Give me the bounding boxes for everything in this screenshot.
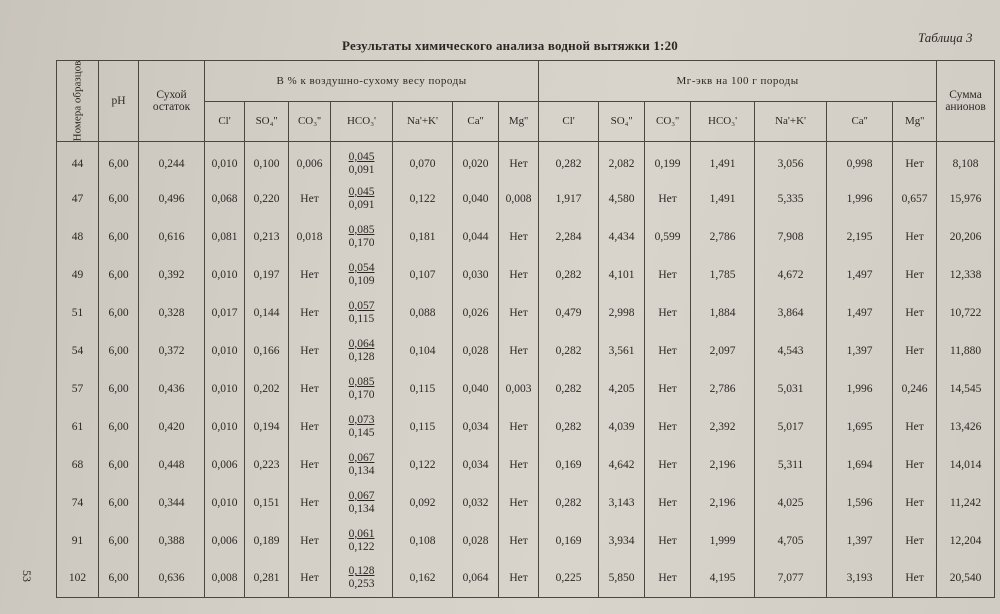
cell-m-hco3: 1,491 [691,142,755,180]
cell-ca: 0,026 [453,294,499,332]
cell-ca: 0,034 [453,408,499,446]
cell-mg: Нет [499,522,539,560]
header-sample-no: Номера образцов [57,61,99,142]
cell-m-ca: 1,694 [827,446,893,484]
cell-ca: 0,028 [453,332,499,370]
cell-m-hco3: 1,884 [691,294,755,332]
cell-m-cl: 0,282 [539,484,599,522]
cell-m-ca: 1,996 [827,370,893,408]
header-pct-hco3: HCO₃' [331,101,393,142]
cell-ph: 6,00 [99,408,139,446]
cell-no: 49 [57,256,99,294]
cell-pct-hco3: $\frac{0,045}{0,091}$ [331,142,393,180]
cell-m-co3: Нет [645,522,691,560]
cell-mg: Нет [499,560,539,598]
cell-mg: 0,008 [499,180,539,218]
cell-pct-hco3: $\frac{0,085}{0,170}$ [331,218,393,256]
cell-ph: 6,00 [99,256,139,294]
cell-cl: 0,010 [205,142,245,180]
table-title: Результаты химического анализа водной вытяжки 1:20 [342,38,678,53]
cell-sum: 13,426 [937,408,995,446]
cell-ca: 0,034 [453,446,499,484]
cell-m-so4: 4,205 [599,370,645,408]
header-mg-cl: Cl' [539,101,599,142]
cell-nak: 0,122 [393,180,453,218]
cell-so4: 0,213 [245,218,289,256]
cell-m-mg: Нет [893,142,937,180]
cell-pct-hco3: $\frac{0,067}{0,134}$ [331,484,393,522]
cell-m-co3: Нет [645,370,691,408]
chemical-analysis-table [56,60,995,598]
cell-dry: 0,344 [139,484,205,522]
cell-co3: Нет [289,408,331,446]
cell-pct-hco3: $\frac{0,061}{0,122}$ [331,522,393,560]
cell-ca: 0,028 [453,522,499,560]
cell-mg: 0,003 [499,370,539,408]
cell-m-nak: 7,077 [755,560,827,598]
cell-pct-hco3: $\frac{0,128}{0,253}$ [331,560,393,598]
cell-m-hco3: 1,999 [691,522,755,560]
cell-ph: 6,00 [99,142,139,180]
table-row [57,446,995,484]
cell-m-ca: 1,596 [827,484,893,522]
table-row [57,560,995,598]
cell-no: 48 [57,218,99,256]
cell-m-mg: Нет [893,294,937,332]
cell-cl: 0,006 [205,446,245,484]
cell-cl: 0,010 [205,256,245,294]
cell-m-nak: 5,017 [755,408,827,446]
cell-m-nak: 5,335 [755,180,827,218]
cell-m-mg: Нет [893,332,937,370]
cell-m-co3: 0,599 [645,218,691,256]
cell-no: 91 [57,522,99,560]
cell-m-so4: 3,561 [599,332,645,370]
cell-ca: 0,040 [453,370,499,408]
header-dry-residue: Сухой остаток [139,61,205,142]
cell-mg: Нет [499,294,539,332]
cell-nak: 0,115 [393,370,453,408]
cell-m-cl: 0,479 [539,294,599,332]
cell-ph: 6,00 [99,446,139,484]
cell-m-co3: Нет [645,294,691,332]
cell-m-so4: 2,082 [599,142,645,180]
cell-ca: 0,030 [453,256,499,294]
cell-co3: Нет [289,370,331,408]
cell-nak: 0,070 [393,142,453,180]
header-mg-so4: SO₄'' [599,101,645,142]
table-row [57,256,995,294]
cell-m-nak: 7,908 [755,218,827,256]
header-pct-so4: SO₄'' [245,101,289,142]
cell-ph: 6,00 [99,560,139,598]
table-row [57,484,995,522]
cell-m-cl: 0,282 [539,256,599,294]
cell-no: 51 [57,294,99,332]
table-row [57,294,995,332]
cell-m-cl: 1,917 [539,180,599,218]
cell-so4: 0,223 [245,446,289,484]
cell-m-nak: 5,311 [755,446,827,484]
cell-m-ca: 1,397 [827,332,893,370]
cell-m-cl: 0,169 [539,522,599,560]
cell-m-hco3: 2,786 [691,370,755,408]
cell-pct-hco3: $\frac{0,073}{0,145}$ [331,408,393,446]
cell-m-hco3: 1,491 [691,180,755,218]
cell-dry: 0,636 [139,560,205,598]
cell-ph: 6,00 [99,370,139,408]
cell-cl: 0,010 [205,484,245,522]
cell-nak: 0,104 [393,332,453,370]
header-pct-mg: Mg'' [499,101,539,142]
table-row [57,142,995,180]
cell-m-nak: 3,056 [755,142,827,180]
cell-co3: 0,018 [289,218,331,256]
cell-m-so4: 4,101 [599,256,645,294]
cell-cl: 0,068 [205,180,245,218]
cell-so4: 0,194 [245,408,289,446]
cell-mg: Нет [499,256,539,294]
cell-m-cl: 0,169 [539,446,599,484]
cell-m-cl: 0,282 [539,332,599,370]
cell-m-co3: Нет [645,560,691,598]
cell-m-co3: Нет [645,446,691,484]
cell-sum: 11,242 [937,484,995,522]
cell-m-ca: 0,998 [827,142,893,180]
cell-no: 61 [57,408,99,446]
cell-sum: 12,338 [937,256,995,294]
cell-sum: 8,108 [937,142,995,180]
cell-mg: Нет [499,142,539,180]
cell-m-cl: 0,282 [539,142,599,180]
cell-co3: Нет [289,332,331,370]
cell-so4: 0,220 [245,180,289,218]
cell-m-cl: 0,282 [539,370,599,408]
cell-sum: 15,976 [937,180,995,218]
cell-co3: Нет [289,256,331,294]
cell-nak: 0,092 [393,484,453,522]
cell-m-mg: 0,657 [893,180,937,218]
cell-pct-hco3: $\frac{0,045}{0,091}$ [331,180,393,218]
cell-m-co3: Нет [645,408,691,446]
cell-m-nak: 5,031 [755,370,827,408]
cell-m-so4: 2,998 [599,294,645,332]
cell-mg: Нет [499,408,539,446]
cell-pct-hco3: $\frac{0,057}{0,115}$ [331,294,393,332]
cell-mg: Нет [499,446,539,484]
header-mg-ca: Ca'' [827,101,893,142]
cell-sum: 20,540 [937,560,995,598]
cell-dry: 0,372 [139,332,205,370]
cell-cl: 0,008 [205,560,245,598]
cell-m-hco3: 2,392 [691,408,755,446]
cell-sum: 10,722 [937,294,995,332]
cell-nak: 0,107 [393,256,453,294]
cell-mg: Нет [499,218,539,256]
cell-dry: 0,496 [139,180,205,218]
cell-m-ca: 2,195 [827,218,893,256]
header-pct-cl: Cl' [205,101,245,142]
cell-sum: 20,206 [937,218,995,256]
cell-dry: 0,244 [139,142,205,180]
cell-m-ca: 1,497 [827,256,893,294]
cell-ph: 6,00 [99,484,139,522]
cell-sum: 12,204 [937,522,995,560]
cell-dry: 0,392 [139,256,205,294]
cell-m-mg: Нет [893,256,937,294]
cell-ca: 0,040 [453,180,499,218]
cell-co3: 0,006 [289,142,331,180]
cell-co3: Нет [289,484,331,522]
cell-m-hco3: 4,195 [691,560,755,598]
cell-cl: 0,006 [205,522,245,560]
header-mg-mg: Mg'' [893,101,937,142]
cell-no: 47 [57,180,99,218]
cell-dry: 0,616 [139,218,205,256]
cell-m-mg: Нет [893,218,937,256]
header-pct-nak: Na'+K' [393,101,453,142]
cell-ph: 6,00 [99,218,139,256]
cell-sum: 14,545 [937,370,995,408]
cell-nak: 0,122 [393,446,453,484]
cell-so4: 0,100 [245,142,289,180]
header-sum-anions: Сумма анионов [937,61,995,142]
cell-m-so4: 3,934 [599,522,645,560]
cell-ca: 0,020 [453,142,499,180]
cell-m-so4: 4,580 [599,180,645,218]
header-pct-co3: CO₃'' [289,101,331,142]
cell-dry: 0,388 [139,522,205,560]
cell-co3: Нет [289,294,331,332]
cell-cl: 0,081 [205,218,245,256]
cell-no: 54 [57,332,99,370]
cell-m-nak: 4,025 [755,484,827,522]
cell-cl: 0,017 [205,294,245,332]
cell-ph: 6,00 [99,332,139,370]
cell-so4: 0,189 [245,522,289,560]
cell-ph: 6,00 [99,294,139,332]
cell-ca: 0,064 [453,560,499,598]
cell-ph: 6,00 [99,522,139,560]
cell-ca: 0,044 [453,218,499,256]
cell-m-co3: Нет [645,256,691,294]
header-group-percent: В % к воздушно-сухому весу породы [205,61,539,102]
cell-m-so4: 3,143 [599,484,645,522]
cell-m-co3: Нет [645,484,691,522]
cell-no: 68 [57,446,99,484]
cell-cl: 0,010 [205,370,245,408]
cell-m-so4: 5,850 [599,560,645,598]
cell-sum: 14,014 [937,446,995,484]
cell-mg: Нет [499,332,539,370]
header-pct-ca: Ca'' [453,101,499,142]
cell-m-mg: Нет [893,522,937,560]
cell-m-mg: Нет [893,484,937,522]
cell-no: 44 [57,142,99,180]
cell-so4: 0,202 [245,370,289,408]
cell-dry: 0,420 [139,408,205,446]
cell-co3: Нет [289,560,331,598]
cell-dry: 0,328 [139,294,205,332]
cell-no: 57 [57,370,99,408]
cell-m-hco3: 2,196 [691,446,755,484]
cell-so4: 0,151 [245,484,289,522]
header-group-mgeq: Мг-экв на 100 г породы [539,61,937,102]
cell-dry: 0,448 [139,446,205,484]
cell-ca: 0,032 [453,484,499,522]
table-row [57,370,995,408]
header-mg-co3: CO₃'' [645,101,691,142]
cell-no: 74 [57,484,99,522]
table-row [57,180,995,218]
cell-m-ca: 1,497 [827,294,893,332]
cell-nak: 0,162 [393,560,453,598]
cell-m-co3: 0,199 [645,142,691,180]
cell-m-so4: 4,039 [599,408,645,446]
page-number: 53 [20,570,34,582]
cell-m-ca: 1,695 [827,408,893,446]
cell-nak: 0,115 [393,408,453,446]
cell-pct-hco3: $\frac{0,064}{0,128}$ [331,332,393,370]
cell-cl: 0,010 [205,332,245,370]
cell-co3: Нет [289,180,331,218]
header-ph: pH [99,61,139,142]
cell-m-ca: 3,193 [827,560,893,598]
cell-m-ca: 1,996 [827,180,893,218]
cell-m-nak: 4,543 [755,332,827,370]
cell-m-hco3: 2,196 [691,484,755,522]
cell-so4: 0,166 [245,332,289,370]
cell-m-hco3: 2,097 [691,332,755,370]
cell-no: 102 [57,560,99,598]
cell-m-co3: Нет [645,332,691,370]
cell-so4: 0,144 [245,294,289,332]
cell-m-cl: 0,282 [539,408,599,446]
table-row [57,332,995,370]
cell-nak: 0,181 [393,218,453,256]
cell-ph: 6,00 [99,180,139,218]
cell-dry: 0,436 [139,370,205,408]
cell-co3: Нет [289,446,331,484]
cell-nak: 0,108 [393,522,453,560]
cell-m-ca: 1,397 [827,522,893,560]
cell-so4: 0,281 [245,560,289,598]
cell-pct-hco3: $\frac{0,054}{0,109}$ [331,256,393,294]
cell-m-so4: 4,434 [599,218,645,256]
table-row [57,522,995,560]
cell-m-so4: 4,642 [599,446,645,484]
cell-m-nak: 4,705 [755,522,827,560]
cell-nak: 0,088 [393,294,453,332]
table-row [57,218,995,256]
cell-sum: 11,880 [937,332,995,370]
cell-co3: Нет [289,522,331,560]
cell-cl: 0,010 [205,408,245,446]
cell-m-mg: 0,246 [893,370,937,408]
cell-pct-hco3: $\frac{0,085}{0,170}$ [331,370,393,408]
cell-m-mg: Нет [893,408,937,446]
cell-m-mg: Нет [893,560,937,598]
header-mg-nak: Na'+K' [755,101,827,142]
cell-m-mg: Нет [893,446,937,484]
cell-mg: Нет [499,484,539,522]
header-mg-hco3: HCO₃' [691,101,755,142]
cell-m-nak: 3,864 [755,294,827,332]
cell-so4: 0,197 [245,256,289,294]
cell-m-nak: 4,672 [755,256,827,294]
cell-m-cl: 0,225 [539,560,599,598]
cell-pct-hco3: $\frac{0,067}{0,134}$ [331,446,393,484]
table-number-label: Таблица 3 [918,30,973,45]
cell-m-hco3: 1,785 [691,256,755,294]
table-row [57,408,995,446]
cell-m-cl: 2,284 [539,218,599,256]
table-body [57,142,995,598]
cell-m-co3: Нет [645,180,691,218]
cell-m-hco3: 2,786 [691,218,755,256]
